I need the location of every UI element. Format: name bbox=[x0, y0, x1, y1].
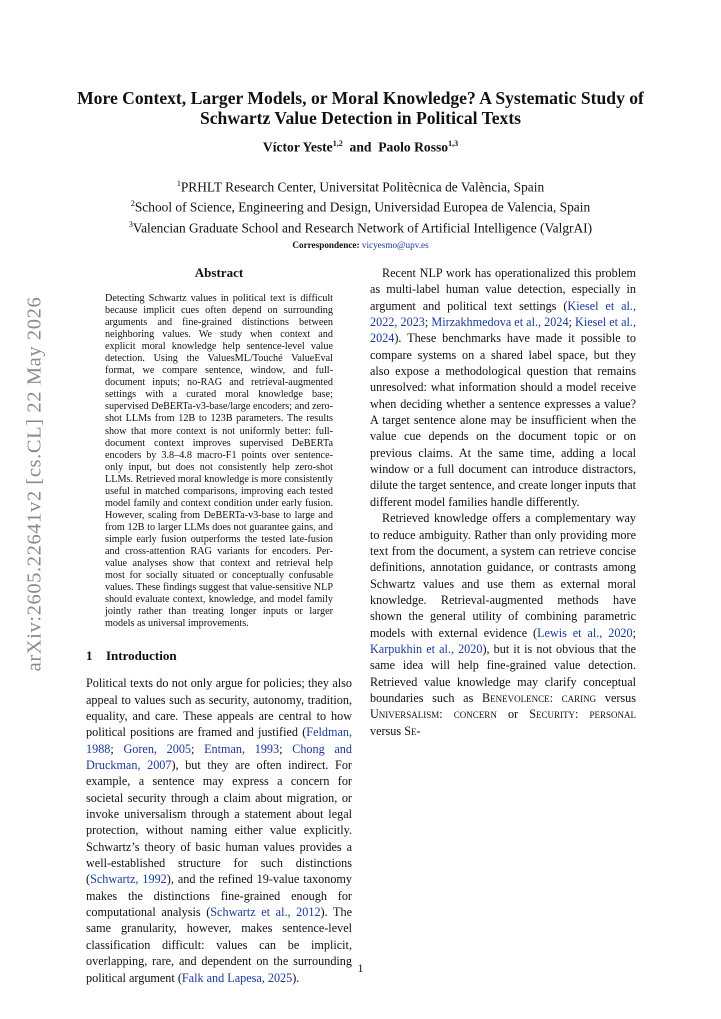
body-text: ; bbox=[424, 315, 432, 330]
body-text: ). The same granularity, however, makes sentence-level classification difficult: values can be implicit, overlapping, rare, and dependent on the surrounding political argument ( bbox=[86, 905, 352, 985]
correspondence-label: Correspondence: bbox=[292, 240, 360, 251]
body-text: Retrieved knowledge offers a complementary way to reduce ambiguity. Rather than only providing more text from the document, a system can retrieve concise definitions, annotation guidance, or contrasts among Schwartz values and use them as external moral knowledge. Retrieval-augmented methods have shown the general utility of combining parametric models with external evidence ( bbox=[370, 511, 636, 640]
value-label: Benevolence: caring bbox=[481, 690, 597, 705]
citation-link[interactable]: Mirzakhmedova et al., 2024 bbox=[431, 315, 569, 330]
body-text: ), but it is not obvious that the same idea will help fine-grained value detection. Retrieved value knowledge may clarify conceptual boundaries such as bbox=[370, 641, 636, 705]
citation-link[interactable]: Schwartz et al., 2012 bbox=[210, 905, 321, 920]
body-text: or bbox=[496, 707, 530, 722]
citation-link[interactable]: Schwartz, 1992 bbox=[90, 872, 167, 887]
body-text: ). bbox=[292, 970, 300, 985]
citation-link[interactable]: Feldman, 1988 bbox=[86, 725, 352, 756]
body-text: ; bbox=[279, 741, 293, 756]
body-text: versus bbox=[370, 723, 405, 738]
right-column bbox=[370, 265, 636, 739]
affiliation-line bbox=[70, 216, 651, 236]
intro-paragraph-2 bbox=[370, 265, 636, 510]
arxiv-identifier-stamp bbox=[18, 288, 52, 680]
section-title: Introduction bbox=[106, 648, 177, 664]
affiliation-mark: 3 bbox=[128, 219, 133, 229]
abstract-text: Detecting Schwartz values in political text is difficult because implicit cues often depend on surrounding arguments and fine-grained distinctions between neighboring values. We study when context and explicit moral knowledge help sentence-level value detection. Using the ValuesML/Touché ValueEval format, we compare sentence, window, and full-document inputs; no-RAG and retrieval-augmented settings with a curated moral knowledge base; supervised DeBERTa-v3-base/large encoders; and zero-shot LLMs from 12B to 123B parameters. The results show that more context is not uniformly better: full-document context improves supervised DeBERTa encoders by 3.8–4.8 macro-F1 points over sentence-only input, but does not consistently help zero-shot LLMs. Retrieved moral knowledge is more consistently useful in matched comparisons, improving each tested model family and context condition under early fusion. However, scaling from DeBERTa-v3-base to large and from 12B to larger LLMs does not guarantee gains, and simple early fusion outperforms the tested late-fusion and cross-attention RAG variants for encoders. Per-value analyses show that context and retrieval help most for socially situated or conceptually confusable values. These findings suggest that value-sensitive NLP should evaluate context, knowledge, and model family jointly rather than treating longer inputs or larger models as universal improvements. bbox=[105, 293, 333, 630]
affiliation-text: Valencian Graduate School and Research Network of Artificial Intelligence (ValgrAI) bbox=[132, 220, 593, 236]
body-text: Political texts do not only argue for policies; they also appeal to values such as security, autonomy, tradition, equality, and care. These appeals are central to how political positions are framed and justified ( bbox=[86, 676, 352, 740]
value-label: Universalism: concern bbox=[370, 707, 497, 722]
affiliation-text: PRHLT Research Center, Universitat Politècnica de València, Spain bbox=[180, 179, 545, 195]
citation-link[interactable]: Goren, 2005 bbox=[123, 741, 192, 756]
citation-link[interactable]: Falk and Lapesa, 2025 bbox=[181, 970, 293, 985]
body-text: ). These benchmarks have made it possible to compare systems on a shared label space, but they also expose a methodological question that remains unresolved: what information should a model receive when deciding whether a sentence expresses a value? A target sentence alone may be insufficient when the value cue depends on the document topic or on previous claims. At the same time, adding a local window or a full document can introduce distractors, dilute the target sentence, and create longer inputs that different model families handle differently. bbox=[370, 331, 636, 509]
value-label: Security: personal bbox=[529, 707, 637, 722]
affiliations bbox=[70, 175, 651, 254]
citation-link[interactable]: Karpukhin et al., 2020 bbox=[370, 641, 483, 656]
body-text: Recent NLP work has operationalized this problem as multi-label human value detection, especially in argument and political text settings ( bbox=[370, 266, 636, 313]
author-affiliation-mark: 1,3 bbox=[448, 139, 459, 148]
body-text: ; bbox=[568, 315, 576, 330]
left-column bbox=[86, 265, 352, 986]
value-label: Se- bbox=[404, 723, 421, 738]
affiliation-mark: 1 bbox=[176, 179, 181, 188]
citation-link[interactable]: Entman, 1993 bbox=[204, 741, 280, 756]
citation-link[interactable]: Lewis et al., 2020 bbox=[537, 625, 633, 640]
affiliation-text: School of Science, Engineering and Design, Universidad Europea de Valencia, Spain bbox=[134, 199, 591, 215]
page-number: 1 bbox=[357, 961, 364, 975]
body-text: versus bbox=[596, 690, 636, 705]
body-text: ; bbox=[110, 741, 124, 756]
author-name: Paolo Rosso bbox=[378, 139, 449, 155]
intro-paragraph-1 bbox=[86, 675, 352, 986]
author-list bbox=[70, 139, 651, 156]
author-affiliation-mark: 1,2 bbox=[332, 139, 343, 148]
paper-title: More Context, Larger Models, or Moral Knowledge? A Systematic Study of Schwartz Value Detection in Political Texts bbox=[77, 88, 644, 128]
author-conjunction: and bbox=[349, 139, 372, 155]
citation-link[interactable]: Kiesel et al., 2022, 2023 bbox=[370, 298, 636, 330]
citation-link[interactable]: Kiesel et al., 2024 bbox=[370, 315, 636, 346]
affiliation-line bbox=[70, 195, 651, 215]
body-text: ), and the refined 19-value taxonomy makes the distinctions fine-grained enough for computational analysis ( bbox=[86, 872, 352, 920]
abstract-heading: Abstract bbox=[194, 265, 244, 280]
citation-link[interactable]: Chong and Druckman, 2007 bbox=[86, 741, 352, 773]
body-text: ; bbox=[191, 741, 205, 756]
intro-paragraph-3 bbox=[370, 510, 636, 739]
affiliation-mark: 2 bbox=[130, 199, 135, 209]
body-text: ), but they are often indirect. For example, a sentence may express a concern for societal security through a claim about migration, or invoke universalism through a statement about legal protection, without naming either value explicitly. Schwartz’s theory of basic human values provides a well-established structure for such distinctions ( bbox=[86, 758, 352, 887]
arxiv-stamp-text: arXiv:2605.22641v2 [cs.CL] 22 May 2026 bbox=[23, 296, 46, 672]
section-heading-introduction bbox=[86, 648, 352, 664]
section-number: 1 bbox=[86, 648, 93, 664]
affiliation-line bbox=[70, 175, 651, 195]
correspondence-line bbox=[70, 237, 651, 254]
body-text: ; bbox=[632, 625, 636, 640]
author-name: Víctor Yeste bbox=[262, 139, 333, 155]
correspondence-email-link[interactable]: vicyesmo@upv.es bbox=[361, 240, 429, 251]
